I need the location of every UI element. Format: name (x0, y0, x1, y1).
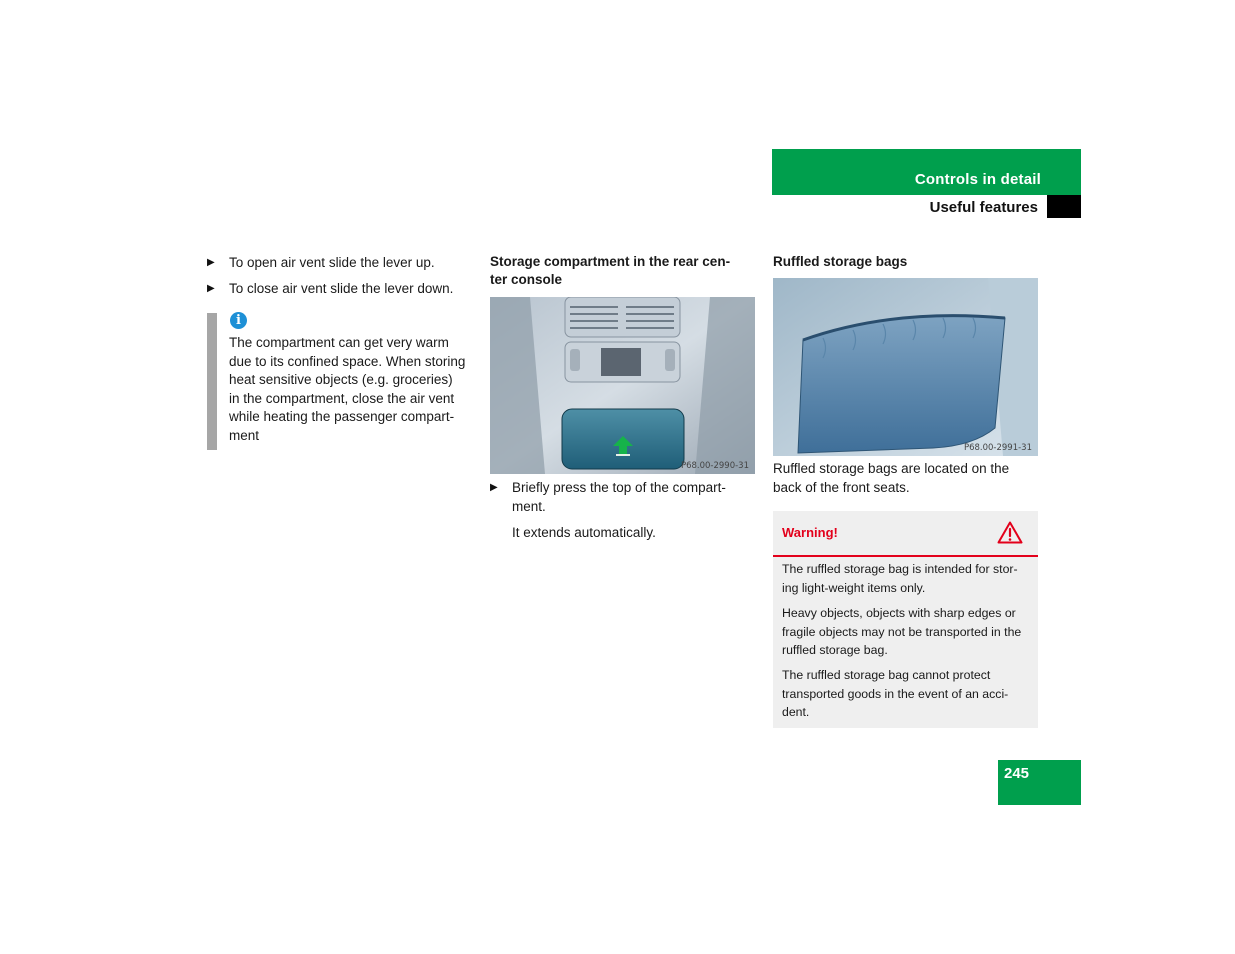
section-marker (1047, 195, 1081, 218)
ruffled-bags-heading: Ruffled storage bags (773, 254, 908, 269)
warning-line: fragile objects may not be transported in the (782, 624, 1022, 639)
warning-title: Warning! (782, 525, 838, 540)
ruffled-bags-caption (773, 459, 1038, 497)
warning-line: The ruffled storage bag is intended for stor- (782, 562, 1018, 576)
caption-line: Ruffled storage bags are located on the (773, 461, 1010, 476)
warning-paragraph (782, 604, 1032, 660)
list-item (490, 478, 755, 516)
result-text: It extends automatically. (512, 525, 656, 540)
warning-line: ing light-weight items only. (782, 580, 926, 595)
list-item (207, 253, 477, 272)
list-item (207, 279, 477, 298)
info-note (229, 334, 474, 446)
rear-console-photo (490, 297, 755, 474)
section-title: Controls in detail (914, 171, 1041, 188)
info-line: heat sensitive objects (e.g. groceries) (229, 372, 453, 388)
rear-console-illustration (490, 297, 755, 474)
info-line: while heating the passenger compart- (229, 409, 455, 425)
heading-line: ter console (490, 272, 563, 287)
list-item-text: To close air vent slide the lever down. (229, 281, 454, 296)
subsection-title: Useful features (929, 199, 1038, 216)
bullet-arrow-icon: ▶ (207, 257, 215, 268)
image-code: P68.00-2990-31 (680, 461, 749, 471)
list-item-text (512, 478, 726, 516)
step-line: Briefly press the top of the compart- (512, 480, 726, 495)
page-number: 245 (1004, 765, 1030, 782)
warning-line: The ruffled storage bag cannot protect (782, 668, 991, 682)
heading-line: Storage compartment in the rear cen- (490, 254, 731, 269)
warning-paragraph (782, 560, 1032, 597)
warning-line: Heavy objects, objects with sharp edges or (782, 606, 1016, 620)
caption-line: back of the front seats. (773, 480, 910, 495)
bullet-arrow-icon: ▶ (490, 482, 498, 493)
warning-line: ruffled storage bag. (782, 643, 888, 658)
press-instruction (490, 478, 755, 516)
info-line: ment (229, 427, 260, 443)
info-sidebar (207, 313, 217, 450)
ruffled-bag-photo (773, 278, 1038, 456)
instruction-list (207, 253, 477, 298)
image-code: P68.00-2991-31 (963, 443, 1032, 453)
warning-triangle-icon (997, 521, 1023, 544)
info-icon: i (230, 312, 247, 329)
bullet-arrow-icon: ▶ (207, 283, 215, 294)
storage-compartment-heading (490, 253, 755, 289)
warning-box (773, 511, 1038, 728)
page-number-box (998, 760, 1081, 805)
list-item-text: To open air vent slide the lever up. (229, 255, 435, 270)
info-line: in the compartment, close the air vent (229, 390, 455, 406)
warning-paragraph (782, 666, 1032, 722)
step-line: ment. (512, 499, 546, 514)
warning-header (773, 511, 1038, 557)
section-header-bar (772, 149, 1081, 195)
warning-line: transported goods in the event of an acci- (782, 686, 1009, 701)
info-line: The compartment can get very warm (229, 335, 449, 350)
ruffled-bag-illustration (773, 278, 1038, 456)
info-line: due to its confined space. When storing (229, 353, 466, 369)
warning-line: dent. (782, 705, 810, 720)
